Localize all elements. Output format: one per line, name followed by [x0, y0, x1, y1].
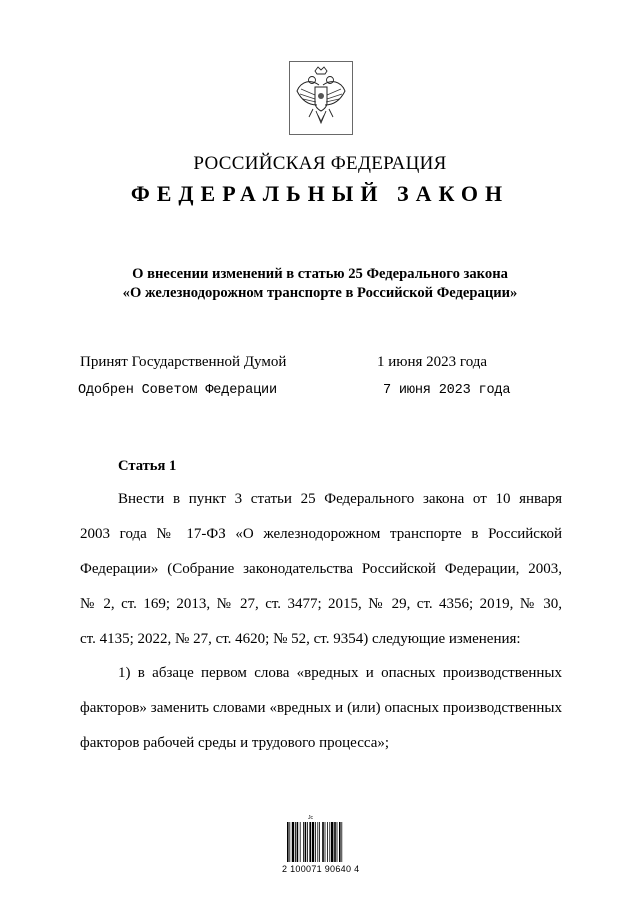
amendment-item-line: 1) в абзаце первом слова «вредных и опасных производственных	[118, 665, 562, 681]
approved-by-council-label: Одобрен Советом Федерации	[78, 383, 277, 398]
amendment-item-line: факторов рабочей среды и трудового процесса»;	[80, 735, 390, 751]
barcode-number: 2 100071 90640 4	[282, 864, 360, 874]
coat-of-arms-icon	[289, 61, 353, 135]
adopted-date: 1 июня 2023 года	[377, 354, 488, 370]
adopted-by-duma-label: Принят Государственной Думой	[80, 354, 287, 370]
article-heading: Статья 1	[118, 458, 177, 474]
article-text-line: № 2, ст. 169; 2013, № 27, ст. 3477; 2015, № 29, ст. 4356; 2019, № 30,	[80, 596, 562, 612]
article-text-line: 2003 года № 17-ФЗ «О железнодорожном транспорте в Российской	[80, 526, 562, 542]
barcode-icon	[287, 822, 359, 862]
document-type: ФЕДЕРАЛЬНЫЙ ЗАКОН	[130, 181, 510, 206]
barcode-caption: Jc	[308, 815, 313, 821]
article-text-line: Федерации» (Собрание законодательства Российской Федерации, 2003,	[80, 561, 562, 577]
article-text-line: Внести в пункт 3 статьи 25 Федерального закона от 10 января	[118, 491, 562, 507]
approved-date: 7 июня 2023 года	[383, 383, 511, 398]
article-text-line: ст. 4135; 2022, № 27, ст. 4620; № 52, ст. 9354) следующие изменения:	[80, 631, 521, 647]
country-name: РОССИЙСКАЯ ФЕДЕРАЦИЯ	[193, 153, 447, 174]
law-title-line-2: «О железнодорожном транспорте в Российской Федерации»	[122, 285, 518, 301]
amendment-item-line: факторов» заменить словами «вредных и (или) опасных производственных	[80, 700, 562, 716]
law-title-line-1: О внесении изменений в статью 25 Федерального закона	[132, 266, 508, 282]
